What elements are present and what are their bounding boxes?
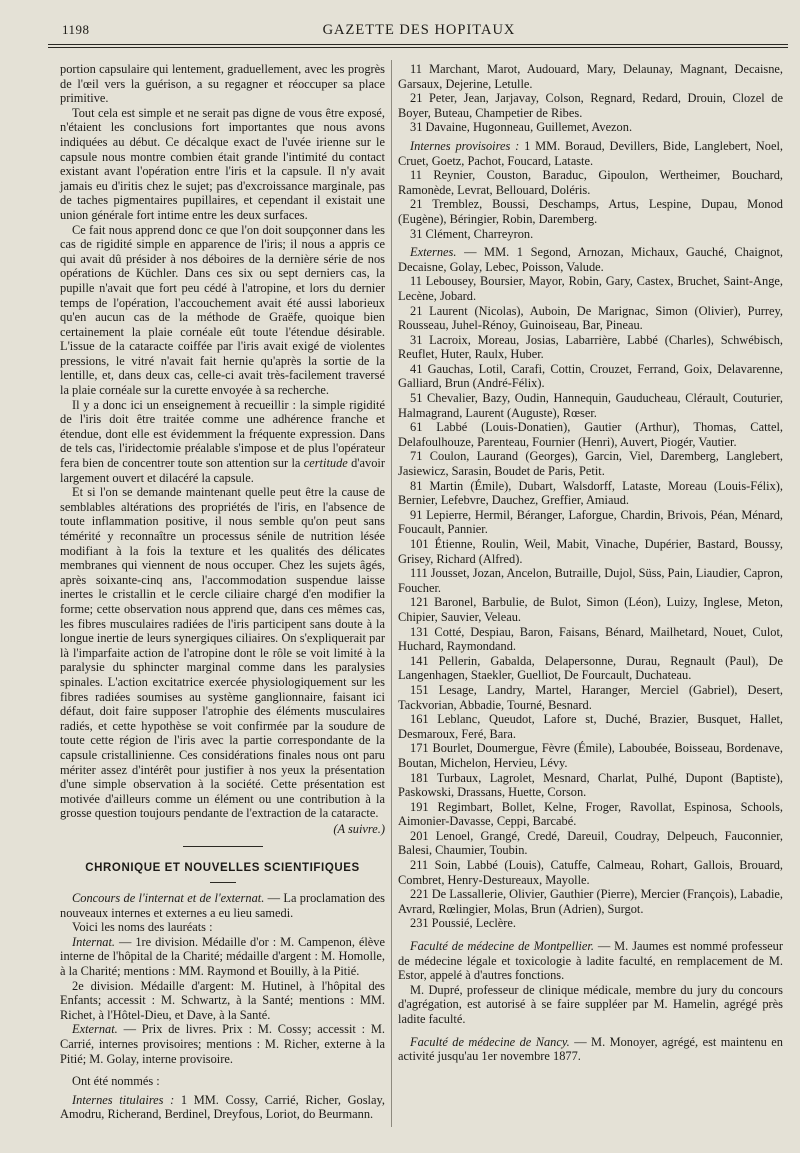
list-entry: 121 Baronel, Barbulie, de Bulot, Simon (Léon), Luizy, Inglese, Meton, Chipier, Sauvier, Veleau. bbox=[398, 595, 783, 624]
list-entry: 151 Lesage, Landry, Martel, Haranger, Merciel (Gabriel), Desert, Tackvorian, Abbadie, Tourné, Besnard. bbox=[398, 682, 783, 712]
emphasis: certitude bbox=[303, 456, 348, 471]
list-entry: 11 Marchant, Marot, Audouard, Mary, Delaunay, Magnant, Decaisne, Garsaux, Dejerine, Letulle. bbox=[398, 62, 783, 91]
paragraph bbox=[398, 1035, 783, 1064]
header-rule bbox=[48, 44, 788, 48]
spacer bbox=[60, 1066, 385, 1074]
list-entry: 181 Turbaux, Lagrolet, Mesnard, Charlat, Pulhé, Dupont (Baptiste), Paskowski, Drassans, Huette, Corson. bbox=[398, 770, 783, 800]
list-entry: 201 Lenoel, Grangé, Credé, Dareuil, Coudray, Delpeuch, Fauconnier, Balesi, Chaumier, Toubin. bbox=[398, 828, 783, 858]
list-entry: 101 Étienne, Roulin, Weil, Mabit, Vinache, Dupérier, Bastard, Boussy, Grisey, Richard (Alfred). bbox=[398, 537, 783, 566]
list-entry: 81 Martin (Émile), Dubart, Walsdorff, Lataste, Moreau (Louis-Félix), Bernier, Lefebvre, Dauchez, Greffier, Amiaud. bbox=[398, 478, 783, 508]
section-divider bbox=[183, 846, 263, 847]
emphasis: Internat. bbox=[72, 934, 116, 949]
list-entry: 91 Lepierre, Hermil, Béranger, Laforgue, Chardin, Brivois, Péan, Ménard, Foucault, Pannier. bbox=[398, 507, 783, 537]
emphasis: Externat. bbox=[72, 1022, 118, 1037]
to-be-continued: (A suivre.) bbox=[333, 821, 385, 836]
list-entry: 21 Laurent (Nicolas), Auboin, De Marignac, Simon (Olivier), Purrey, Rousseau, Juhel-Rénoy, Guinoiseau, Bar, Pineau. bbox=[398, 303, 783, 333]
list-entry: 161 Leblanc, Queudot, Lafore st, Duché, Brazier, Busquet, Hallet, Desmaroux, Feré, Bara. bbox=[398, 712, 783, 741]
list-entry: 221 De Lassallerie, Olivier, Gauthier (Pierre), Mercier (François), Labadie, Avrard, Rœlingier, Molas, Brun (Adrien), Surgot. bbox=[398, 887, 783, 916]
text-run: — M. Monoyer, agrégé, est maintenu en activité jusqu'au 1er novembre 1877. bbox=[398, 1034, 783, 1064]
paragraph bbox=[398, 139, 783, 168]
paragraph: Ont été nommés : bbox=[72, 1074, 160, 1089]
paragraph: Ce fait nous apprend donc ce que l'on doit soupçonner dans les cas de rigidité simple en apparence de l'iris; il nous a appris ce qui avait dû présider à nos déboires de la dernière série de nos opérations de Küchler. Dans ces six ou sept derniers cas, la pupille n'avait que fort peu cédé à l'atropine, et lors du dernier temps de l'opération, l'accouchement avait été aussi laborieux qu'en aucun cas de la méthode de Graëfe, quoique bien certainement la plaie cornéale eût toute l'étendue désirable. L'issue de la cataracte coiffée par l'iris avait exigé de violentes pressions, le vitré n'avait fait hernie qu'après la sortie de la lentille, et, dans deux cas, celle-ci avait très-facilement traversé la plaie cornéale sur la curette envoyée à sa recherche. bbox=[60, 222, 385, 398]
text-run: — MM. 1 Segond, Arnozan, Michaux, Gauché, Chaignot, Decaisne, Golay, Lebec, Poisson, Valude. bbox=[398, 245, 783, 274]
list-entry: 31 Clément, Charreyron. bbox=[410, 226, 534, 241]
running-title: GAZETTE DES HOPITAUX bbox=[322, 22, 516, 38]
list-entry: 21 Tremblez, Boussi, Deschamps, Artus, Lespine, Dupau, Monod (Eugène), Béringier, Robin, Daremberg. bbox=[398, 197, 783, 226]
paragraph: Et si l'on se demande maintenant quelle peut être la cause de semblables altérations des propriétés de l'iris, en l'absence de toute inflammation positive, il nous semble qu'on peut sans témérité y reconnaître un processus sénile de nutrition lésée modifiant à la fois la texture et les qualités des délicates membranes qui viennent de nous occuper. Chez les sujets âgés, après soixante-cinq ans, l'accommodation suspendue laisse inertes le cristallin et le cercle ciliaire chargé d'en modifier la forme; cette observation nous apprend que, dans ces mêmes cas, les fibres musculaires radiées de l'iris participent sans doute à la longue inertie de leurs synergiques ciliaires. On s'expliquerait par là l'imparfaite action de l'atropine dont le rôle se voit limité à la paralysie du sphincter marginal comme dans les paralysies spinales. L'action excitatrice exercée physiologiquement sur les fibres radiées soumises au système ganglionnaire, faisant ici défaut, doit faire supposer l'atrophie des éléments musculaires radiés, et cette hypothèse se voit confirmée par la soudure de toute cette région de l'iris avec la partie correspondante de la capsule cristallinienne. Ces considérations finales nous ont paru mériter assez d'intérêt pour justifier à nos yeux la présentation d'une simple observation à la société. Cette présentation est motivée d'ailleurs comme un élément ou une contribution à la grosse question toujours pendante de l'extraction de la cataracte. bbox=[60, 485, 385, 821]
list-entry: 191 Regimbart, Bollet, Kelne, Froger, Ravollat, Espinosa, Schools, Aimonier-Davasse, Ceppi, Barcabé. bbox=[398, 799, 783, 829]
emphasis: Internes provisoires : bbox=[410, 138, 520, 153]
left-column bbox=[60, 62, 385, 1133]
paragraph: Tout cela est simple et ne serait pas digne de vous être exposé, n'étaient les conclusions fort importantes que nous avons indiquées au début. Ce décalque exact de l'uvée irienne sur le capsule nous montre combien était grande l'intimité du contact existant avant l'opération entre l'iris et la capsule. Il n'y avait jamais eu d'iritis chez le sujet; pas d'excroissance marginale, pas de taches pigmentaires pupillaires, et cependant il existait une union générale fort intime entre les deux surfaces. bbox=[60, 105, 385, 222]
spacer bbox=[398, 931, 783, 939]
paragraph bbox=[60, 891, 385, 920]
paragraph: portion capsulaire qui lentement, graduellement, avec les progrès de l'œil vers la guérison, a su regagner et réoccuper sa place primitive. bbox=[60, 62, 385, 106]
right-column bbox=[398, 62, 783, 1133]
paragraph: M. Dupré, professeur de clinique médicale, membre du jury du concours d'agrégation, est autorisé à se faire suppléer par M. Hamelin, agrégé près ladite faculté. bbox=[398, 982, 783, 1026]
paragraph bbox=[60, 398, 385, 486]
list-entry: 71 Coulon, Laurand (Georges), Garcin, Viel, Daremberg, Langlebert, Jasiewicz, Sarasin, Boudet de Paris, Petit. bbox=[398, 449, 783, 479]
list-entry: 131 Cotté, Despiau, Baron, Faisans, Bénard, Mailhetard, Nouet, Culot, Huchard, Raymondand. bbox=[398, 624, 783, 654]
text-run: 1 MM. Boraud, Devillers, Bide, Langlebert, Noel, Cruet, Goetz, Pachot, Foucard, Lataste. bbox=[398, 138, 783, 168]
text-run: — La proclamation des nouveaux internes et externes a eu lieu samedi. bbox=[60, 891, 386, 920]
text-run: — Prix de livres. Prix : M. Cossy; accessit : M. Carrié, internes provisoires; mentions : M. Richer, externe à la Pitié; M. Golay, interne provisoire. bbox=[60, 1022, 385, 1066]
emphasis: Faculté de médecine de Montpellier. bbox=[410, 939, 594, 954]
column-divider bbox=[391, 60, 392, 1127]
emphasis: Faculté de médecine de Nancy. bbox=[410, 1034, 570, 1049]
list-entry: 141 Pellerin, Gabalda, Delapersonne, Durau, Regnault (Paul), De Langenhagen, Staekler, Guelliot, De Fourcault, Duchateau. bbox=[398, 653, 783, 683]
paragraph bbox=[398, 245, 783, 274]
list-entry: 21 Peter, Jean, Jarjavay, Colson, Regnard, Redard, Drouin, Clozel de Boyer, Buteau, Champetier de Ribes. bbox=[398, 91, 783, 120]
text-run: Il y a donc ici un enseignement à recueillir : la simple rigidité de l'iris doit être traitée comme une adhérence franche et étendue, dont elle est évidemment la fréquente expression. Dans de tels cas, l'iridectomie préalable s'impose et de plus l'opérateur fera bien de concentrer toute son attention sur la bbox=[60, 397, 385, 471]
paragraph bbox=[60, 1093, 385, 1122]
paragraph bbox=[60, 1022, 385, 1066]
page-number: 1198 bbox=[62, 22, 90, 37]
emphasis: Externes. bbox=[410, 245, 457, 260]
list-entry: 31 Davaine, Hugonneau, Guillemet, Avezon. bbox=[410, 120, 633, 135]
text-run: 1 MM. Cossy, Carrié, Richer, Goslay, Amodru, Richerand, Berdinel, Dreyfous, Loriot, do Beurmann. bbox=[60, 1092, 385, 1122]
list-entry: 11 Reynier, Couston, Baraduc, Gipoulon, Wertheimer, Bouchard, Ramonède, Levrat, Bellouard, Doléris. bbox=[398, 168, 783, 197]
emphasis: Internes titulaires : bbox=[72, 1092, 175, 1107]
list-entry: 171 Bourlet, Doumergue, Fèvre (Émile), Laboubée, Boisseau, Bordenave, Boutan, Michelon, Hervieu, Lévy. bbox=[398, 741, 783, 770]
text-run: d'avoir largement ouvert et dilacéré la capsule. bbox=[60, 456, 385, 485]
paragraph: Voici les noms des lauréats : bbox=[72, 920, 213, 935]
section-title: CHRONIQUE ET NOUVELLES SCIENTIFIQUES bbox=[85, 862, 360, 875]
emphasis: Concours de l'internat et de l'externat. bbox=[72, 891, 265, 906]
short-rule bbox=[210, 882, 236, 883]
list-entry: 231 Poussié, Leclère. bbox=[410, 916, 516, 931]
list-entry: 111 Jousset, Jozan, Ancelon, Butraille, Dujol, Süss, Pain, Liaudier, Capron, Foucher. bbox=[398, 566, 784, 595]
list-entry: 11 Lebousey, Boursier, Mayor, Robin, Gary, Castex, Bruchet, Saint-Ange, Lecène, Jobard. bbox=[398, 274, 783, 303]
list-entry: 61 Labbé (Louis-Donatien), Gautier (Arthur), Thomas, Cattel, Delafoulhouze, Parenteau, Fournier (Henri), Auvert, Piogér, Vautier. bbox=[398, 420, 783, 449]
paragraph: 2e division. Médaille d'argent: M. Hutinel, à l'hôpital des Enfants; accessit : M. Schwartz, à la Santé; mentions : MM. Richet, à l'Hôtel-Dieu, et Dave, à la Santé. bbox=[60, 978, 385, 1022]
list-entry: 41 Gauchas, Lotil, Carafi, Cottin, Crouzet, Ferrand, Goix, Delavarenne, Galliard, Brun (André-Félix). bbox=[398, 361, 783, 391]
text-run: — 1re division. Médaille d'or : M. Campenon, élève interne de l'hôpital de la Charité; médaille d'argent : M. Homolle, à la Charité; mentions : MM. Raymond et Bouilly, à la Pitié. bbox=[60, 934, 385, 979]
spacer bbox=[398, 1027, 783, 1035]
paragraph bbox=[60, 935, 385, 979]
paragraph bbox=[398, 939, 783, 983]
text-run: — M. Jaumes est nommé professeur de médecine légale et toxicologie à ladite faculté, en remplacement de M. Estor, appelé à d'autres fonctions. bbox=[398, 939, 783, 983]
list-entry: 31 Lacroix, Moreau, Josias, Labarrière, Labbé (Charles), Schwébisch, Reuflet, Huter, Raulx, Huber. bbox=[398, 332, 783, 362]
list-entry: 211 Soin, Labbé (Louis), Catuffe, Calmeau, Rohart, Gallois, Brouard, Combret, Henry-Destureaux, Mayolle. bbox=[398, 858, 783, 887]
list-entry: 51 Chevalier, Bazy, Oudin, Hannequin, Gauducheau, Clérault, Couturier, Halmagrand, Laurent (Auguste), Rœser. bbox=[398, 391, 783, 420]
